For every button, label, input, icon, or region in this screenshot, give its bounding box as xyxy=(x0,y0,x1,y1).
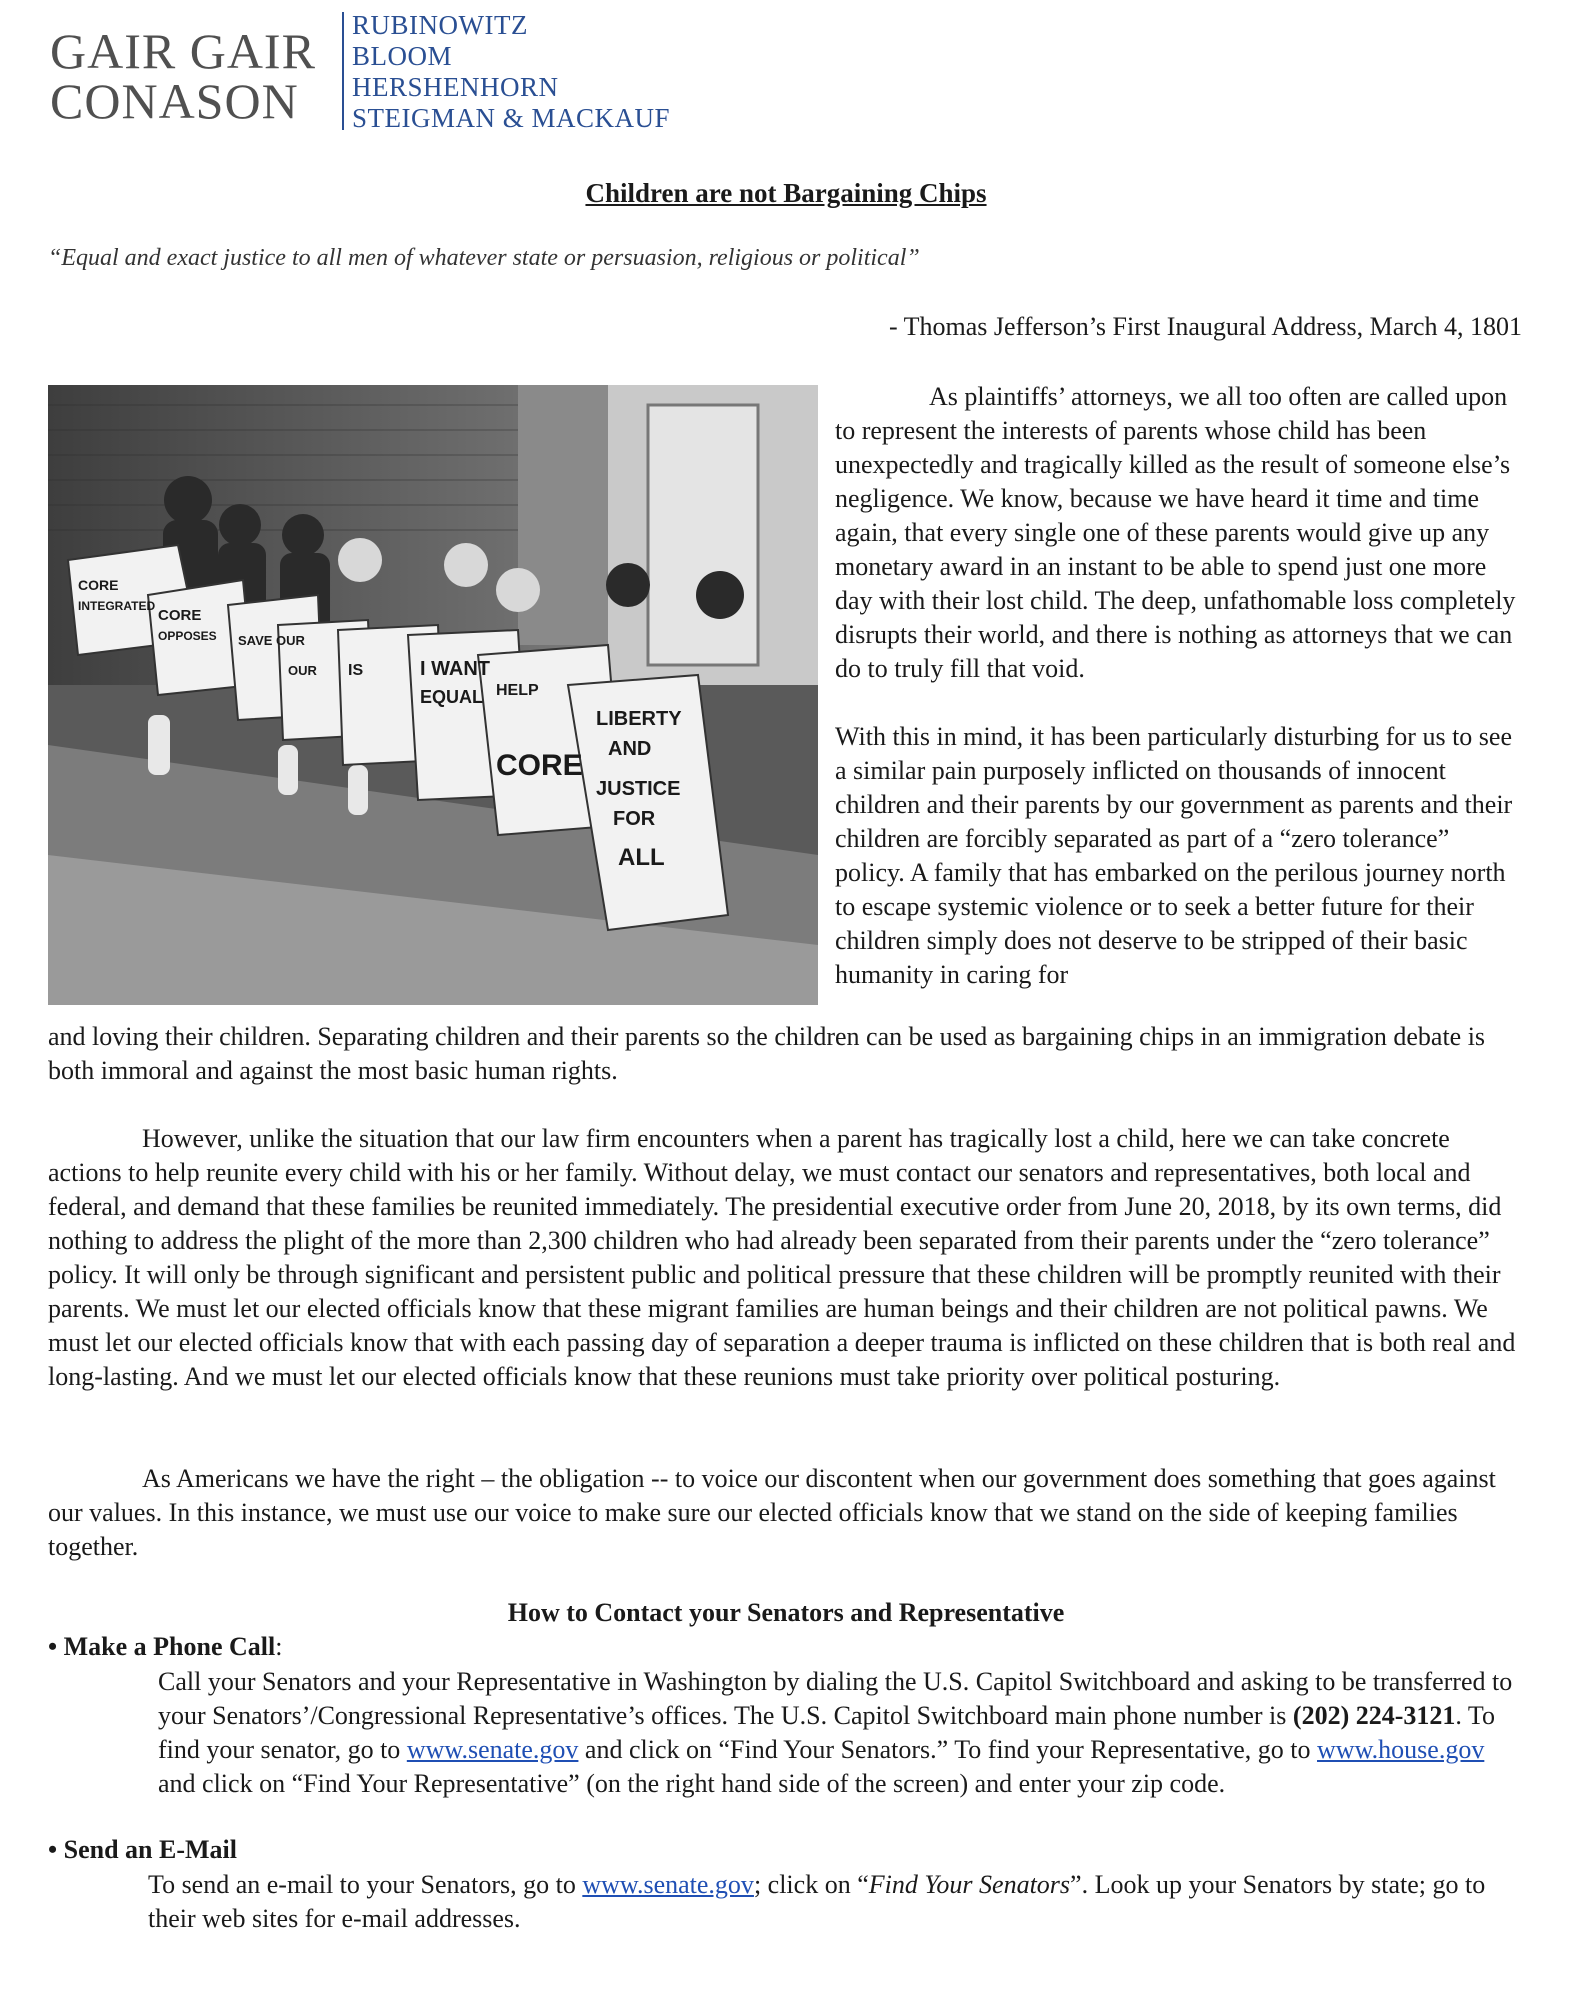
paragraph-2-continued-block xyxy=(48,1020,1523,1088)
document-title: Children are not Bargaining Chips xyxy=(585,178,987,208)
email-instructions xyxy=(148,1868,1518,1936)
sign-8-text-b: AND xyxy=(608,738,652,760)
email-bullet-heading xyxy=(48,1835,237,1865)
paragraph-3-block xyxy=(48,1122,1523,1394)
photo-illustration xyxy=(48,385,818,1005)
senate-link[interactable]: www.senate.gov xyxy=(406,1735,579,1764)
switchboard-number: (202) 224-3121 xyxy=(1292,1701,1456,1730)
sign-7-text: HELP xyxy=(496,682,539,699)
phone-text-1: Call your Senators and your Representative in Washington by dialing the U.S. Capitol Switchboard and asking to be transferred to your Senators’/Congressional Representative’s offices. The U.S. Capitol Switchboard main phone number is xyxy=(158,1667,1513,1730)
email-text-1: To send an e-mail to your Senators, go to xyxy=(148,1870,583,1899)
logo-partner-2: BLOOM xyxy=(352,41,453,71)
epigraph-quote: “Equal and exact justice to all men of whatever state or persuasion, religious or political” xyxy=(48,245,920,271)
contact-heading: How to Contact your Senators and Representative xyxy=(507,1598,1065,1627)
paragraph-3: However, unlike the situation that our law firm encounters when a parent has tragically lost a child, here we can take concrete actions to help reunite every child with his or her family. Without delay, we must contact our senators and representatives, both local and federal, and demand that these families be reunited immediately. The presidential executive order from June 20, 2018, by its own terms, did nothing to address the plight of the more than 2,300 children who had already been separated from their parents under the “zero tolerance” policy. It will only be through significant and persistent public and political pressure that these children will be promptly reunited with their parents. We must let our elected officials know that these migrant families are human beings and their children are not political pawns. We must let our elected officials know that with each passing day of separation a deeper trauma is inflicted on these children that is both real and long-lasting. And we must let our elected officials know that these reunions must take priority over political posturing. xyxy=(48,1124,1516,1391)
paragraph-4-block xyxy=(48,1462,1523,1564)
paragraph-4: As Americans we have the right – the obligation -- to voice our discontent when our government does something that goes against our values. In this instance, we must use our voice to make sure our elected officials know that we stand on the side of keeping families together. xyxy=(48,1464,1496,1561)
sign-8-text-c: JUSTICE xyxy=(596,778,681,800)
find-senators-text: Find Your Senators xyxy=(868,1870,1071,1899)
paragraph-1: As plaintiffs’ attorneys, we all too often are called upon to represent the interests of parents whose child has been unexpectedly and tragically killed as the result of someone else’s negligence. We know, because we have heard it time and time again, that every single one of these parents would give up any monetary award in an instant to be able to spend just one more day with their lost child. The deep, unfathomable loss completely disrupts their world, and there is nothing as attorneys that we can do to truly fill that void. xyxy=(835,382,1516,683)
sign-8-text: LIBERTY xyxy=(596,708,682,730)
sign-3-text: SAVE OUR xyxy=(238,633,305,648)
phone-bullet-heading xyxy=(48,1632,282,1662)
sign-8-text-d: FOR xyxy=(613,808,656,830)
paragraph-2-part-2: and loving their children. Separating children and their parents so the children can be used as bargaining chips in an immigration debate is both immoral and against the most basic human rights. xyxy=(48,1022,1486,1085)
phone-heading-text: Make a Phone Call xyxy=(63,1632,276,1661)
bullet-marker: • xyxy=(48,1835,58,1864)
sign-2-text: CORE xyxy=(158,607,202,624)
sign-8-text-e: ALL xyxy=(618,844,665,871)
phone-instructions xyxy=(158,1665,1518,1801)
bullet-marker: • xyxy=(48,1632,58,1661)
logo-partner-1: RUBINOWITZ xyxy=(352,10,528,40)
phone-heading-colon: : xyxy=(275,1632,283,1661)
phone-text-2: . To find your senator, go to xyxy=(158,1701,1495,1764)
email-text-2: ; click on “ xyxy=(753,1870,869,1899)
logo-partner-4: STEIGMAN & MACKAUF xyxy=(352,103,671,133)
logo-line-1: GAIR GAIR xyxy=(50,23,316,79)
email-text-3: ”. Look up your Senators by state; go to their web sites for e-mail addresses. xyxy=(148,1870,1486,1933)
logo-left-text xyxy=(50,23,340,129)
email-heading-text: Send an E-Mail xyxy=(63,1835,237,1864)
sign-6-text: I WANT xyxy=(420,658,490,680)
sign-1-text: CORE xyxy=(78,577,119,593)
paragraph-2-part-1: With this in mind, it has been particularly disturbing for us to see a similar pain purposely inflicted on thousands of innocent children and their parents by our government as parents and their children are forcibly separated as part of a “zero tolerance” policy. A family that has embarked on the perilous journey north to escape systemic violence or to seek a better future for their children simply does not deserve to be stripped of their basic humanity in caring for xyxy=(835,722,1513,989)
phone-text-4: and click on “Find Your Representative” (on the right hand side of the screen) and enter your zip code. xyxy=(158,1769,1226,1798)
logo-right-text xyxy=(352,10,670,134)
sign-6-text-b: EQUAL xyxy=(420,687,483,707)
sign-5-text: IS xyxy=(348,662,364,679)
logo-partner-3: HERSHENHORN xyxy=(352,72,559,102)
sign-7-text-b: CORE xyxy=(496,749,583,782)
phone-text-3: and click on “Find Your Senators.” To find your Representative, go to xyxy=(578,1735,1318,1764)
logo-line-2: CONASON xyxy=(50,73,299,129)
logo-divider xyxy=(342,12,344,130)
wrapped-text-column xyxy=(835,380,1525,992)
sign-4-text: OUR xyxy=(288,663,317,678)
quote-attribution: - Thomas Jefferson’s First Inaugural Address, March 4, 1801 xyxy=(888,312,1522,341)
house-link[interactable]: www.house.gov xyxy=(1317,1735,1485,1764)
sign-1-text-b: INTEGRATED xyxy=(78,599,156,613)
senate-email-link[interactable]: www.senate.gov xyxy=(582,1870,754,1899)
protest-photo xyxy=(48,385,818,1005)
sign-2-text-b: OPPOSES xyxy=(158,629,217,643)
firm-logo xyxy=(50,10,710,135)
